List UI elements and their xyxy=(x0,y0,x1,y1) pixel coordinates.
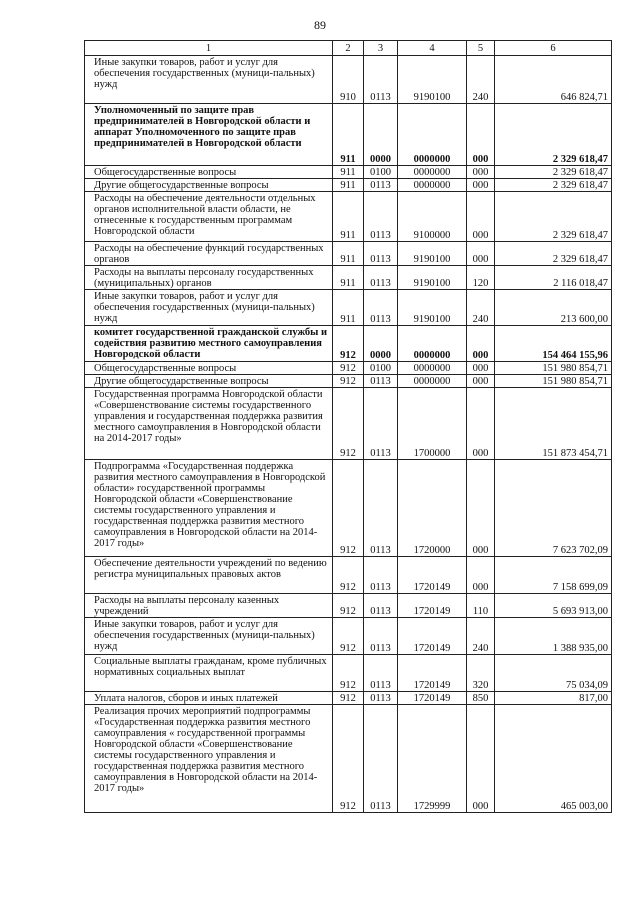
row-ved-cell: 911 xyxy=(333,192,364,242)
row-name-text: Иные закупки товаров, работ и услуг для обеспечения государственных (муници-пальных) нужд xyxy=(94,619,315,652)
row-vr-cell: 000 xyxy=(467,192,495,242)
row-cs-cell: 0000000 xyxy=(398,166,467,179)
row-sum-cell: 2 329 618,47 xyxy=(495,104,612,166)
table-row xyxy=(85,179,612,192)
row-rz-cell: 0113 xyxy=(364,388,398,460)
row-cs-cell: 1720149 xyxy=(398,557,467,594)
row-rz-cell: 0113 xyxy=(364,460,398,557)
table-row xyxy=(85,375,612,388)
row-cs-cell: 1720149 xyxy=(398,692,467,705)
row-cs-cell: 0000000 xyxy=(398,362,467,375)
row-name-text: Общегосударственные вопросы xyxy=(94,167,237,178)
row-cs-cell: 1720149 xyxy=(398,618,467,655)
row-rz-cell: 0000 xyxy=(364,326,398,362)
row-vr-cell: 110 xyxy=(467,594,495,618)
row-rz-cell: 0113 xyxy=(364,290,398,326)
row-name-text: Уполномоченный по защите прав предпринимателей в Новгородской области и аппарат Уполномоченного по защите прав предпринимателей в Новгородской области xyxy=(94,105,311,149)
row-ved-cell: 912 xyxy=(333,655,364,692)
row-name-cell xyxy=(85,655,333,692)
row-ved-cell: 911 xyxy=(333,104,364,166)
table-row xyxy=(85,326,612,362)
row-cs-cell: 9190100 xyxy=(398,56,467,104)
row-sum-cell: 646 824,71 xyxy=(495,56,612,104)
row-ved-cell: 911 xyxy=(333,266,364,290)
row-sum-cell: 7 158 699,09 xyxy=(495,557,612,594)
row-ved-cell: 911 xyxy=(333,179,364,192)
row-cs-cell: 1700000 xyxy=(398,388,467,460)
row-name-text: Уплата налогов, сборов и иных платежей xyxy=(94,693,278,704)
row-sum-cell: 465 003,00 xyxy=(495,705,612,813)
row-cs-cell: 9190100 xyxy=(398,266,467,290)
row-rz-cell: 0113 xyxy=(364,56,398,104)
row-vr-cell: 120 xyxy=(467,266,495,290)
row-ved-cell: 912 xyxy=(333,388,364,460)
row-name-cell xyxy=(85,242,333,266)
row-ved-cell: 912 xyxy=(333,594,364,618)
row-rz-cell: 0113 xyxy=(364,375,398,388)
row-vr-cell: 000 xyxy=(467,104,495,166)
row-sum-cell: 7 623 702,09 xyxy=(495,460,612,557)
row-cs-cell: 0000000 xyxy=(398,326,467,362)
row-sum-cell: 151 980 854,71 xyxy=(495,362,612,375)
row-sum-cell: 75 034,09 xyxy=(495,655,612,692)
row-cs-cell: 0000000 xyxy=(398,179,467,192)
column-header-rz: 3 xyxy=(364,41,398,56)
row-ved-cell: 912 xyxy=(333,557,364,594)
table-row xyxy=(85,655,612,692)
row-name-text: Реализация прочих мероприятий подпрограммы «Государственная поддержка развития местного самоуправления « государственной программы Новгородской области «Совершенствование системы государственного управления и государственная поддержка развития местного самоуправления в Новгородской области на 2014-2017 годы» xyxy=(94,706,318,794)
row-vr-cell: 240 xyxy=(467,290,495,326)
row-cs-cell: 1729999 xyxy=(398,705,467,813)
row-name-cell xyxy=(85,179,333,192)
row-sum-cell: 213 600,00 xyxy=(495,290,612,326)
row-sum-cell: 2 329 618,47 xyxy=(495,179,612,192)
row-vr-cell: 240 xyxy=(467,618,495,655)
row-sum-cell: 2 329 618,47 xyxy=(495,166,612,179)
row-cs-cell: 1720149 xyxy=(398,594,467,618)
row-rz-cell: 0113 xyxy=(364,557,398,594)
table-row xyxy=(85,242,612,266)
row-vr-cell: 000 xyxy=(467,460,495,557)
row-cs-cell: 9190100 xyxy=(398,242,467,266)
row-ved-cell: 911 xyxy=(333,166,364,179)
row-rz-cell: 0113 xyxy=(364,179,398,192)
row-name-cell xyxy=(85,594,333,618)
table-row xyxy=(85,266,612,290)
row-rz-cell: 0113 xyxy=(364,266,398,290)
row-name-text: Общегосударственные вопросы xyxy=(94,363,237,374)
row-rz-cell: 0100 xyxy=(364,166,398,179)
table-row xyxy=(85,56,612,104)
row-name-cell xyxy=(85,557,333,594)
row-rz-cell: 0000 xyxy=(364,104,398,166)
row-vr-cell: 000 xyxy=(467,166,495,179)
row-sum-cell: 2 329 618,47 xyxy=(495,192,612,242)
budget-table xyxy=(84,40,612,813)
table-row xyxy=(85,166,612,179)
row-sum-cell: 151 980 854,71 xyxy=(495,375,612,388)
row-name-cell xyxy=(85,460,333,557)
row-name-text: Социальные выплаты гражданам, кроме публичных нормативных социальных выплат xyxy=(94,656,327,678)
row-rz-cell: 0113 xyxy=(364,618,398,655)
row-ved-cell: 912 xyxy=(333,618,364,655)
row-vr-cell: 320 xyxy=(467,655,495,692)
row-vr-cell: 000 xyxy=(467,557,495,594)
row-vr-cell: 000 xyxy=(467,242,495,266)
row-name-cell xyxy=(85,362,333,375)
table-row xyxy=(85,557,612,594)
row-sum-cell: 5 693 913,00 xyxy=(495,594,612,618)
row-ved-cell: 910 xyxy=(333,56,364,104)
row-sum-cell: 154 464 155,96 xyxy=(495,326,612,362)
table-row xyxy=(85,192,612,242)
row-ved-cell: 911 xyxy=(333,290,364,326)
row-name-cell xyxy=(85,166,333,179)
row-name-cell xyxy=(85,375,333,388)
row-name-text: Расходы на выплаты персоналу казенных учреждений xyxy=(94,595,280,617)
row-name-text: Расходы на выплаты персоналу государственных (муниципальных) органов xyxy=(94,267,314,289)
row-name-text: Иные закупки товаров, работ и услуг для обеспечения государственных (муници-пальных) нужд xyxy=(94,57,315,90)
row-cs-cell: 0000000 xyxy=(398,104,467,166)
row-name-text: Другие общегосударственные вопросы xyxy=(94,180,269,191)
column-header-ved: 2 xyxy=(333,41,364,56)
row-name-cell xyxy=(85,326,333,362)
table-row xyxy=(85,705,612,813)
row-ved-cell: 912 xyxy=(333,375,364,388)
row-ved-cell: 911 xyxy=(333,242,364,266)
row-cs-cell: 1720149 xyxy=(398,655,467,692)
row-name-text: Расходы на обеспечение деятельности отдельных органов исполнительной власти области, не отнесенные к государственным программам Новгородской области xyxy=(94,193,316,237)
table-row xyxy=(85,594,612,618)
row-cs-cell: 0000000 xyxy=(398,375,467,388)
row-cs-cell: 9190100 xyxy=(398,290,467,326)
row-sum-cell: 817,00 xyxy=(495,692,612,705)
row-rz-cell: 0113 xyxy=(364,705,398,813)
row-name-text: Другие общегосударственные вопросы xyxy=(94,376,269,387)
column-header-cs: 4 xyxy=(398,41,467,56)
row-ved-cell: 912 xyxy=(333,362,364,375)
row-name-text: комитет государственной гражданской службы и содействия развитию местного самоуправления Новгородской области xyxy=(94,327,328,360)
column-header-name: 1 xyxy=(85,41,333,56)
row-name-cell xyxy=(85,290,333,326)
row-ved-cell: 912 xyxy=(333,326,364,362)
row-cs-cell: 1720000 xyxy=(398,460,467,557)
row-vr-cell: 000 xyxy=(467,179,495,192)
row-name-cell xyxy=(85,192,333,242)
row-rz-cell: 0113 xyxy=(364,192,398,242)
row-vr-cell: 240 xyxy=(467,56,495,104)
row-name-text: Обеспечение деятельности учреждений по ведению регистра муниципальных правовых актов xyxy=(94,558,327,580)
row-rz-cell: 0113 xyxy=(364,692,398,705)
row-vr-cell: 850 xyxy=(467,692,495,705)
row-name-text: Государственная программа Новгородской области «Совершенствование системы государственного управления и государственная поддержка развития местного самоуправления в Новгородской области на 2014-2017 годы» xyxy=(94,389,323,444)
row-ved-cell: 912 xyxy=(333,692,364,705)
table-row xyxy=(85,460,612,557)
row-vr-cell: 000 xyxy=(467,375,495,388)
row-name-cell xyxy=(85,388,333,460)
table-row xyxy=(85,692,612,705)
row-ved-cell: 912 xyxy=(333,705,364,813)
table-row xyxy=(85,388,612,460)
table-header-row xyxy=(85,41,612,56)
row-cs-cell: 9100000 xyxy=(398,192,467,242)
row-name-text: Расходы на обеспечение функций государственных органов xyxy=(94,243,324,265)
row-name-text: Иные закупки товаров, работ и услуг для обеспечения государственных (муници-пальных) нужд xyxy=(94,291,315,324)
column-header-vr: 5 xyxy=(467,41,495,56)
row-rz-cell: 0113 xyxy=(364,594,398,618)
table-row xyxy=(85,618,612,655)
row-name-cell xyxy=(85,692,333,705)
row-sum-cell: 1 388 935,00 xyxy=(495,618,612,655)
row-sum-cell: 2 116 018,47 xyxy=(495,266,612,290)
row-name-cell xyxy=(85,705,333,813)
table-row xyxy=(85,362,612,375)
table-row xyxy=(85,290,612,326)
row-rz-cell: 0113 xyxy=(364,655,398,692)
row-vr-cell: 000 xyxy=(467,388,495,460)
row-name-text: Подпрограмма «Государственная поддержка развития местного самоуправления в Новгородской области» государственной программы Новгородской области «Совершенствование системы государственного управления и государственная поддержка развития местного самоуправления в Новгородской области на 2014-2017 годы» xyxy=(94,461,326,549)
row-name-cell xyxy=(85,56,333,104)
row-vr-cell: 000 xyxy=(467,362,495,375)
row-vr-cell: 000 xyxy=(467,326,495,362)
row-ved-cell: 912 xyxy=(333,460,364,557)
page-number: 89 xyxy=(314,18,326,32)
row-rz-cell: 0100 xyxy=(364,362,398,375)
table-row xyxy=(85,104,612,166)
column-header-sum: 6 xyxy=(495,41,612,56)
row-rz-cell: 0113 xyxy=(364,242,398,266)
row-name-cell xyxy=(85,104,333,166)
row-sum-cell: 151 873 454,71 xyxy=(495,388,612,460)
row-vr-cell: 000 xyxy=(467,705,495,813)
row-sum-cell: 2 329 618,47 xyxy=(495,242,612,266)
row-name-cell xyxy=(85,618,333,655)
row-name-cell xyxy=(85,266,333,290)
table-body xyxy=(85,56,612,813)
